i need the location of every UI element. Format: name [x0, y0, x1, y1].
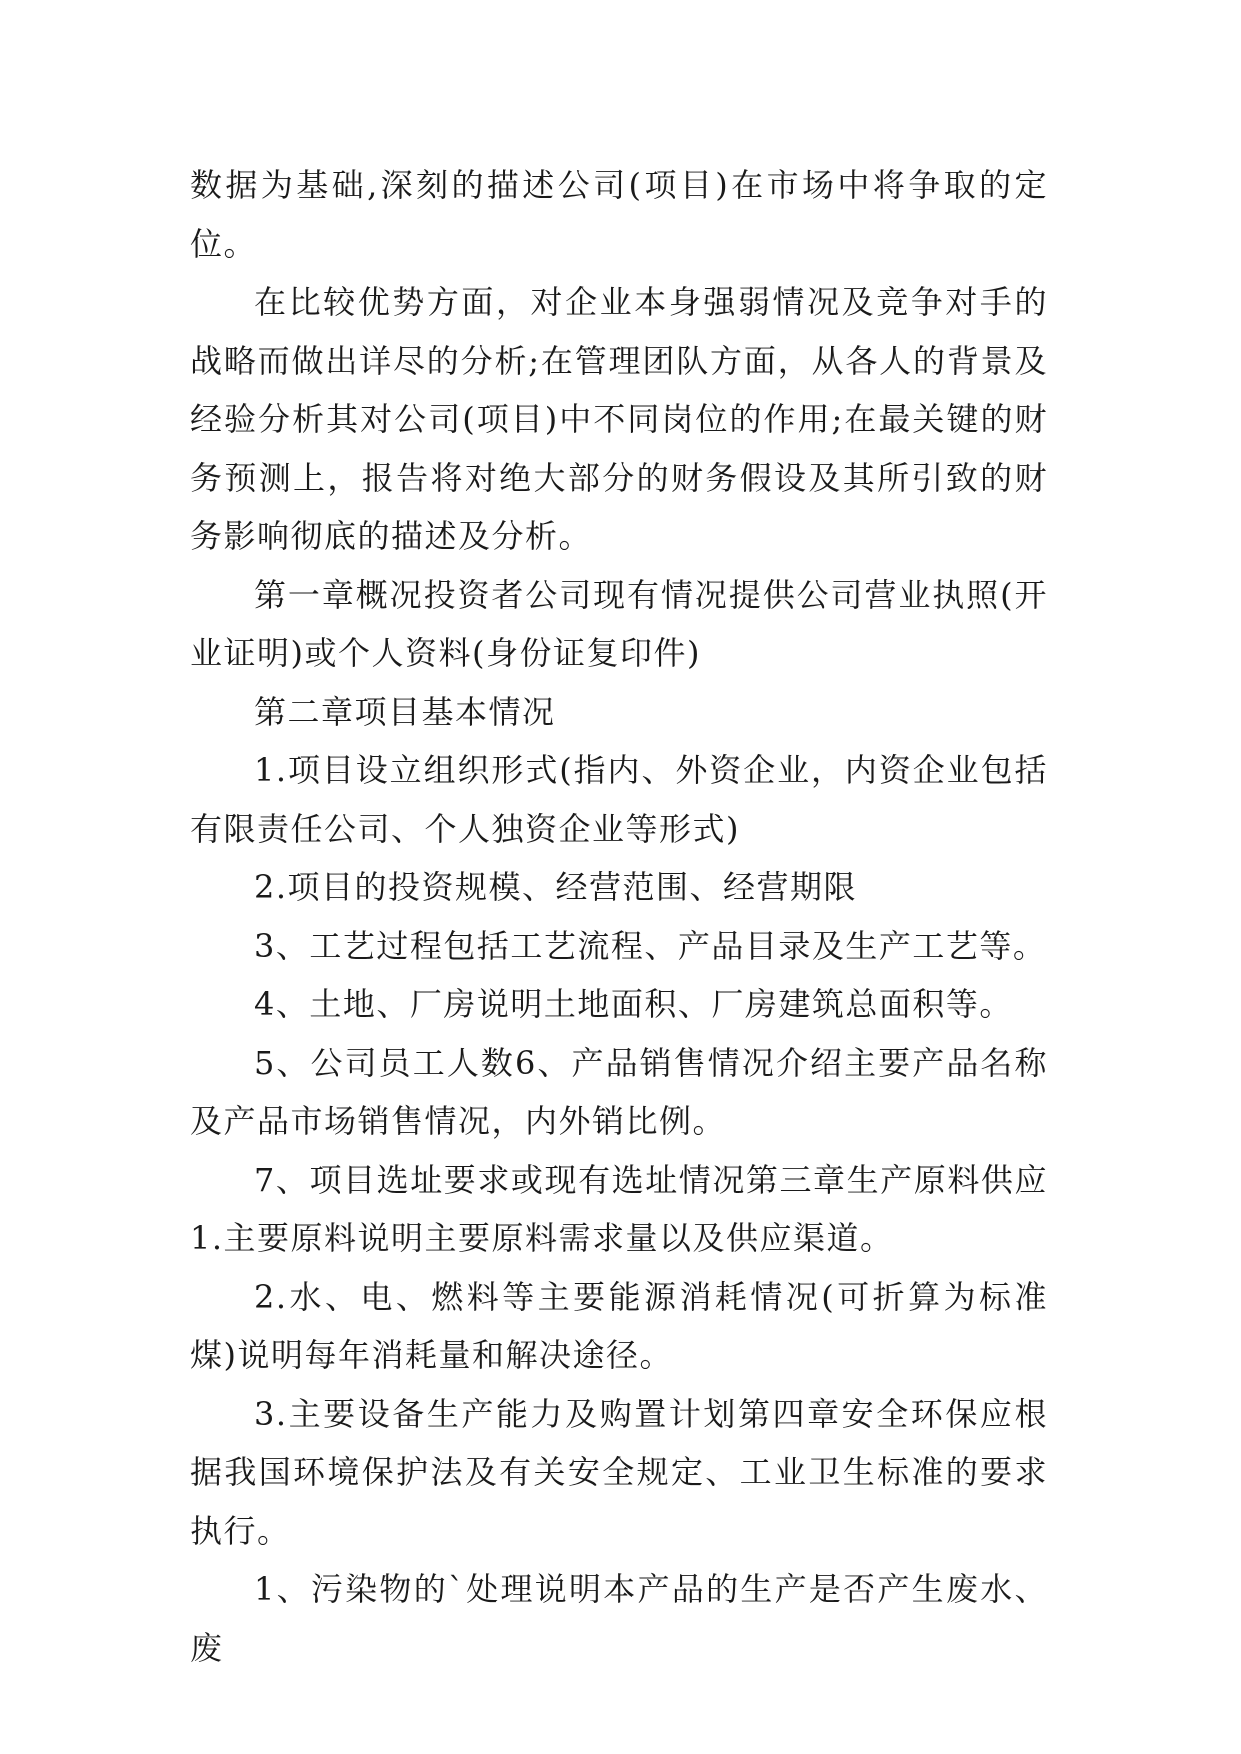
paragraph: 数据为基础,深刻的描述公司(项目)在市场中将争取的定位。 [190, 166, 1048, 263]
paragraph: 1、污染物的`处理说明本产品的生产是否产生废水、废 [190, 1570, 1048, 1667]
paragraph: 3.主要设备生产能力及购置计划第四章安全环保应根据我国环境保护法及有关安全规定、工业卫生标准的要求执行。 [190, 1394, 1048, 1550]
paragraph: 在比较优势方面，对企业本身强弱情况及竞争对手的战略而做出详尽的分析;在管理团队方面，从各人的背景及经验分析其对公司(项目)中不同岗位的作用;在最关键的财务预测上，报告将对绝大部分的财务假设及其所引致的财务影响彻底的描述及分析。 [190, 283, 1048, 555]
paragraph: 2.项目的投资规模、经营范围、经营期限 [254, 868, 858, 906]
paragraph: 7、项目选址要求或现有选址情况第三章生产原料供应1.主要原料说明主要原料需求量以及供应渠道。 [190, 1160, 1048, 1257]
paragraph: 4、土地、厂房说明土地面积、厂房建筑总面积等。 [254, 985, 1013, 1023]
paragraph: 2.水、电、燃料等主要能源消耗情况(可折算为标准煤)说明每年消耗量和解决途径。 [190, 1277, 1048, 1374]
paragraph: 3、工艺过程包括工艺流程、产品目录及生产工艺等。 [254, 926, 1047, 965]
paragraph: 5、公司员工人数6、产品销售情况介绍主要产品名称及产品市场销售情况，内外销比例。 [190, 1043, 1048, 1140]
paragraph: 第二章项目基本情况 [254, 692, 556, 731]
document-body [190, 156, 1048, 1677]
paragraph: 第一章概况投资者公司现有情况提供公司营业执照(开业证明)或个人资料(身份证复印件) [190, 575, 1048, 672]
paragraph: 1.项目设立组织形式(指内、外资企业，内资企业包括有限责任公司、个人独资企业等形式) [190, 751, 1048, 848]
